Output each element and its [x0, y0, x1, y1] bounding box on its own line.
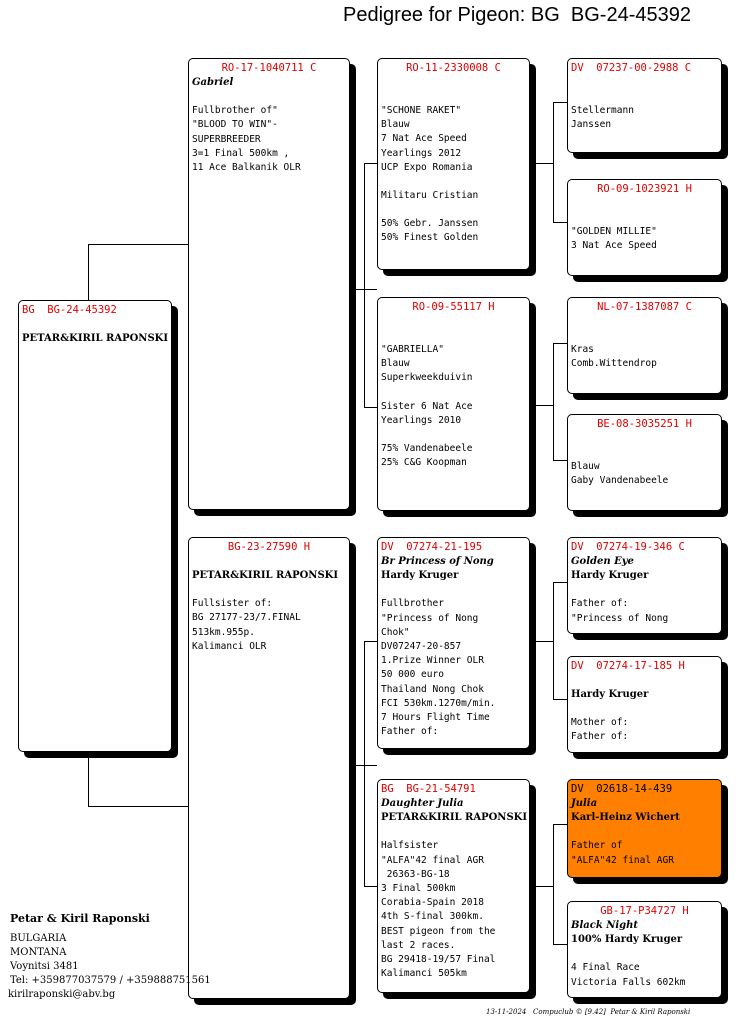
info-line: 513km.955p.	[192, 626, 255, 638]
connector	[553, 824, 567, 825]
ring-number: RO-17-1040711 C	[221, 62, 317, 74]
owner-name: PETAR&KIRIL RAPONSKI	[22, 333, 169, 344]
info-line: "GOLDEN MILLIE"	[571, 226, 657, 237]
ring-number: DV 07274-21-195	[381, 541, 483, 553]
connector	[553, 460, 567, 461]
info-line	[571, 446, 718, 460]
pigeon-name: Daughter Julia	[381, 798, 464, 809]
breeder-address: Voynitsi 3481	[10, 961, 79, 972]
info-line: last 2 races.	[381, 939, 456, 951]
breeder-email: kirilraponski@abv.bg	[8, 989, 116, 1000]
info-line	[571, 329, 718, 343]
breeder-region: MONTANA	[10, 947, 67, 958]
owner-name: Hardy Kruger	[381, 570, 459, 582]
ring-number: DV 07274-17-185 H	[571, 660, 685, 672]
info-line: Mother of:	[571, 717, 629, 729]
info-line: "SCHONE RAKET"	[381, 105, 462, 116]
info-line: Sister 6 Nat Ace	[381, 400, 473, 412]
info-line: Comb.Wittendrop	[571, 358, 657, 370]
dam-sire-dam-card[interactable]	[567, 656, 722, 753]
ring-number: BG BG-21-54791	[381, 783, 476, 795]
connector	[553, 944, 567, 945]
info-line	[381, 329, 526, 343]
info-line	[381, 583, 526, 597]
connector	[553, 699, 567, 700]
info-line: 7 Nat Ace Speed	[381, 133, 467, 145]
info-line	[381, 76, 526, 90]
info-line: Victoria Falls 602km	[571, 976, 686, 988]
ring-number: DV 07237-00-2988 C	[571, 62, 692, 74]
info-line: Fullbrother of"	[192, 105, 278, 117]
info-line: Fullbrother	[381, 598, 444, 610]
connector	[553, 343, 554, 460]
info-line	[381, 428, 526, 442]
connector	[364, 163, 365, 407]
info-line: Blauw	[381, 119, 410, 131]
connector	[553, 582, 554, 699]
connector	[364, 886, 377, 887]
breeder-info	[10, 912, 211, 1002]
info-line: Fullsister of:	[192, 598, 273, 610]
page-title: Pedigree for Pigeon: BG BG-24-45392	[343, 4, 691, 26]
owner-name: PETAR&KIRIL RAPONSKI	[381, 812, 528, 824]
info-line	[571, 702, 718, 716]
info-line: 1.Prize Winner OLR	[381, 655, 484, 667]
connector	[349, 765, 377, 766]
connector	[364, 163, 377, 164]
info-line: Yearlings 2012	[381, 147, 462, 159]
info-line: 3 Final 500km	[381, 883, 456, 895]
dam-dam-dam-card[interactable]	[567, 901, 722, 998]
connector	[88, 244, 188, 245]
connector	[529, 886, 553, 887]
info-line: Father of:	[571, 731, 629, 743]
ring-number: DV 02618-14-439	[571, 783, 673, 795]
info-line: BEST pigeon from the	[381, 925, 496, 937]
info-line: Blauw	[381, 358, 410, 370]
connector	[88, 751, 89, 806]
info-line: "Princess of Nong	[571, 612, 669, 624]
ring-number: BG BG-24-45392	[22, 304, 117, 316]
dam-dam-sire-card[interactable]	[567, 779, 722, 878]
info-line	[571, 825, 718, 839]
info-line: Thailand Nong Chok	[381, 683, 484, 695]
info-line: Kalimanci OLR	[192, 640, 267, 652]
footer-credit: 13-11-2024 Compuclub © [9.42] Petar & Kiril Raponski	[486, 1008, 691, 1016]
info-line: 25% C&G Koopman	[381, 457, 467, 469]
info-line	[381, 175, 526, 189]
info-line: 11 Ace Balkanik OLR	[192, 162, 301, 174]
owner-name: 100% Hardy Kruger	[571, 934, 683, 946]
dam-dam-card[interactable]	[377, 779, 530, 993]
connector	[553, 102, 554, 222]
info-line: Gaby Vandenabeele	[571, 475, 669, 487]
info-line: "ALFA"42 final AGR	[381, 854, 484, 866]
info-line	[381, 90, 526, 104]
info-line: Militaru Cristian	[381, 190, 479, 202]
info-line: Blauw	[571, 461, 600, 472]
info-line: 3=1 Final 500km ,	[192, 147, 290, 159]
connector	[529, 641, 553, 642]
ring-number: RO-09-1023921 H	[597, 183, 692, 195]
info-line: BG 29418-19/57 Final	[381, 954, 496, 966]
info-line: Father of:	[571, 598, 629, 610]
connector	[88, 806, 188, 807]
info-line: 4th S-final 300km.	[381, 911, 484, 923]
breeder-tel: Tel: +359877037579 / +359888751561	[10, 975, 211, 986]
info-line: 26363-BG-18	[381, 868, 450, 880]
sire-dam-dam-card[interactable]	[567, 414, 722, 511]
pigeon-name: Black Night	[571, 920, 639, 931]
info-line: Janssen	[571, 119, 612, 131]
pigeon-name: Julia	[571, 798, 598, 809]
info-line: "ALFA"42 final AGR	[571, 854, 674, 866]
connector	[529, 405, 553, 406]
sire-sire-dam-card[interactable]	[567, 179, 722, 276]
info-line	[571, 90, 718, 104]
info-line	[571, 211, 718, 225]
pigeon-name: Gabriel	[192, 77, 234, 88]
ring-number: NL-07-1387087 C	[597, 301, 692, 313]
connector	[553, 824, 554, 944]
owner-name: PETAR&KIRIL RAPONSKI	[192, 570, 339, 581]
info-line: Stellermann	[571, 105, 634, 116]
info-line: Kalimanci 505km	[381, 968, 467, 980]
ring-number: RO-11-2330008 C	[406, 62, 501, 74]
pigeon-name: Golden Eye	[571, 556, 634, 567]
ring-number: GB-17-P34727 H	[600, 905, 689, 917]
info-line: "BLOOD TO WIN"-	[192, 119, 278, 131]
info-line: Halfsister	[381, 840, 439, 852]
connector	[88, 244, 89, 304]
connector	[364, 407, 377, 408]
dam-sire-sire-card[interactable]	[567, 537, 722, 634]
info-line: Yearlings 2010	[381, 414, 462, 426]
connector	[553, 222, 567, 223]
subject-pigeon-card[interactable]	[18, 300, 172, 752]
info-line	[571, 432, 718, 446]
info-line: SUPERBREEDER	[192, 133, 261, 145]
owner-name: Hardy Kruger	[571, 570, 649, 582]
ring-number: BG-23-27590 H	[227, 541, 311, 553]
dam-sire-card[interactable]	[377, 537, 530, 749]
info-line	[571, 947, 718, 961]
connector	[553, 343, 567, 344]
connector	[364, 641, 377, 642]
info-line	[571, 76, 718, 90]
info-line	[571, 583, 718, 597]
info-line: 7 Hours Flight Time	[381, 712, 490, 724]
pigeon-name: Br Princess of Nong	[381, 556, 494, 567]
ring-number: DV 07274-19-346 C	[571, 541, 685, 553]
ring-number: BE-08-3035251 H	[597, 418, 692, 430]
info-line	[381, 825, 526, 839]
sire-dam-card[interactable]	[377, 297, 530, 511]
info-line	[192, 583, 346, 597]
connector	[553, 582, 567, 583]
ring-number: RO-09-55117 H	[412, 301, 495, 313]
owner-name: Hardy Kruger	[571, 689, 649, 700]
sire-dam-sire-card[interactable]	[567, 297, 722, 394]
sire-card[interactable]	[188, 58, 350, 510]
connector	[349, 289, 377, 290]
sire-sire-card[interactable]	[377, 58, 530, 270]
info-line: Father of:	[381, 726, 439, 738]
info-line: 4 Final Race	[571, 962, 640, 974]
info-line: 50% Gebr. Janssen	[381, 218, 479, 230]
sire-sire-sire-card[interactable]	[567, 58, 722, 153]
breeder-name: Petar & Kiril Raponski	[10, 912, 150, 925]
info-line: 3 Nat Ace Speed	[571, 240, 657, 252]
info-line: Father of	[571, 840, 623, 852]
info-line	[192, 90, 346, 104]
info-line: Corabia-Spain 2018	[381, 897, 484, 909]
info-line: "Princess of Nong	[381, 612, 479, 624]
connector	[364, 641, 365, 886]
info-line: DV07247-20-857	[381, 641, 462, 653]
breeder-country: BULGARIA	[10, 933, 67, 944]
dam-card[interactable]	[188, 537, 350, 999]
info-line: UCP Expo Romania	[381, 161, 473, 173]
info-line: 50 000 euro	[381, 669, 444, 681]
connector	[529, 163, 553, 164]
info-line: Chok"	[381, 626, 410, 638]
info-line	[381, 386, 526, 400]
info-line: BG 27177-23/7.FINAL	[192, 612, 301, 624]
owner-name: Karl-Heinz Wichert	[571, 812, 680, 824]
info-line: FCI 530km.1270m/min.	[381, 697, 496, 709]
info-line: Kras	[571, 344, 594, 355]
info-line: Superkweekduivin	[381, 372, 473, 384]
info-line	[381, 203, 526, 217]
info-line	[571, 315, 718, 329]
info-line	[381, 315, 526, 329]
info-line: 75% Vandenabeele	[381, 443, 473, 455]
info-line	[571, 197, 718, 211]
info-line: 50% Finest Golden	[381, 232, 479, 244]
info-line: "GABRIELLA"	[381, 344, 444, 355]
connector	[553, 102, 567, 103]
